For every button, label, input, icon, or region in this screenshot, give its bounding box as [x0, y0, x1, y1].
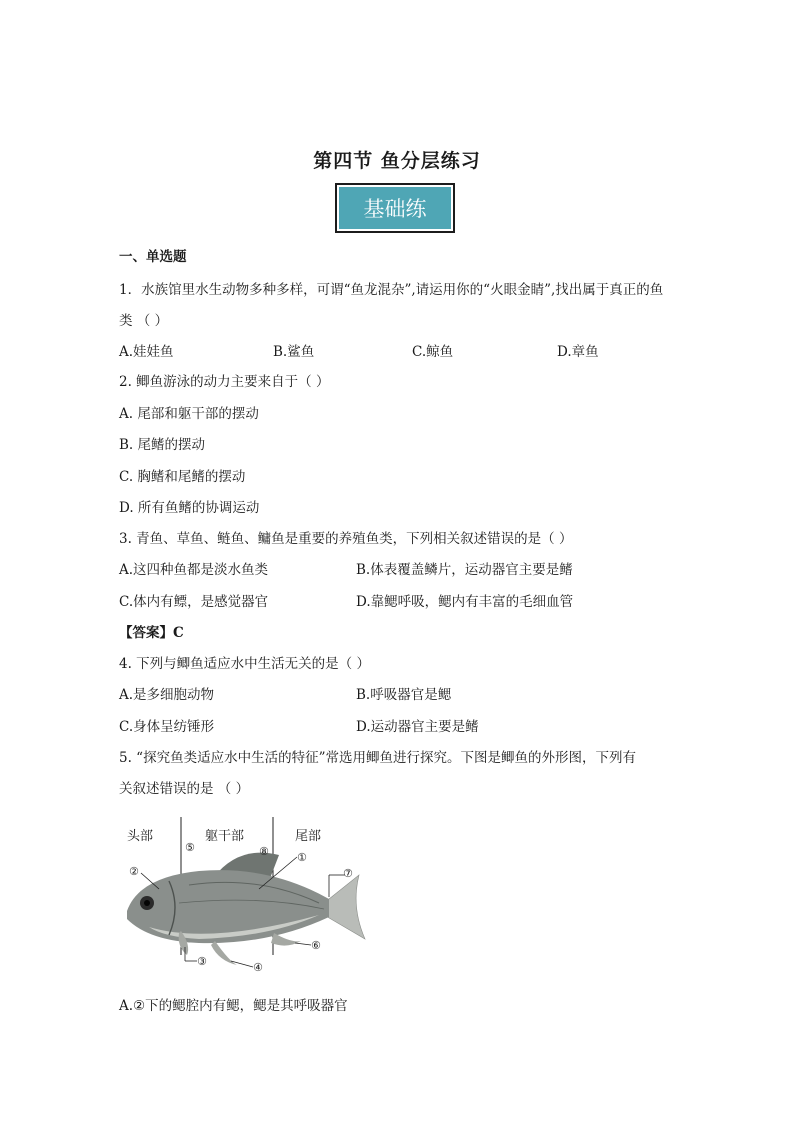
q3-option-d: D.靠鳃呼吸，鳃内有丰富的毛细血管: [356, 594, 574, 610]
q1-stem-line2: 类 （ ）: [119, 313, 169, 329]
q3-option-c: C.体内有鳔，是感觉器官: [119, 594, 269, 610]
label-tail: 尾部: [295, 829, 322, 844]
q3-option-b: B.体表覆盖鳞片，运动器官主要是鳍: [356, 562, 573, 578]
q5-stem-line1: 5. “探究鱼类适应水中生活的特征”常选用鲫鱼进行探究。下图是鲫鱼的外形图，下列有: [119, 750, 636, 766]
marker-8: ⑧: [259, 845, 269, 858]
q2-option-b: B. 尾鳍的摆动: [119, 437, 206, 453]
q5-option-a: A.②下的鳃腔内有鳃，鳃是其呼吸器官: [119, 998, 348, 1014]
section-badge: 基础练: [335, 183, 455, 233]
q2-option-c: C. 胸鳍和尾鳍的摆动: [119, 469, 246, 485]
label-head: 头部: [127, 829, 154, 844]
section-heading: 一、单选题: [119, 249, 187, 265]
marker-4: ④: [253, 961, 263, 974]
q4-option-b: B.呼吸器官是鳃: [356, 687, 452, 703]
q4-option-d: D.运动器官主要是鳍: [356, 719, 479, 735]
q4-option-c: C.身体呈纺锤形: [119, 719, 215, 735]
marker-3: ③: [197, 955, 207, 968]
q1-option-a: A.娃娃鱼: [119, 344, 174, 360]
q3-stem: 3. 青鱼、草鱼、鲢鱼、鳙鱼是重要的养殖鱼类，下列相关叙述错误的是（ ）: [119, 531, 573, 547]
q2-option-d: D. 所有鱼鳍的协调运动: [119, 500, 260, 516]
q4-option-a: A.是多细胞动物: [119, 687, 215, 703]
marker-6: ⑥: [311, 939, 321, 952]
label-trunk: 躯干部: [205, 829, 245, 844]
marker-2: ②: [129, 865, 139, 878]
carp-diagram: [119, 815, 369, 980]
marker-1: ①: [297, 851, 307, 864]
q1-option-b: B.鲨鱼: [273, 344, 315, 360]
q2-option-a: A. 尾部和躯干部的摆动: [119, 406, 259, 422]
q4-stem: 4. 下列与鲫鱼适应水中生活无关的是（ ）: [119, 656, 370, 672]
marker-7: ⑦: [343, 867, 353, 880]
q1-option-d: D.章鱼: [557, 344, 599, 360]
page-title: 第四节 鱼分层练习: [313, 150, 481, 172]
q1-stem-line1: 1．水族馆里水生动物多种多样，可谓“鱼龙混杂”,请运用你的“火眼金睛”,找出属于真正的鱼: [119, 282, 664, 298]
q2-stem: 2. 鲫鱼游泳的动力主要来自于（ ）: [119, 374, 330, 390]
fish-illustration: [127, 853, 365, 965]
q1-option-c: C.鲸鱼: [412, 344, 454, 360]
q3-answer: 【答案】C: [119, 625, 184, 641]
marker-5: ⑤: [185, 841, 195, 854]
q3-option-a: A.这四种鱼都是淡水鱼类: [119, 562, 269, 578]
q5-stem-line2: 关叙述错误的是 （ ）: [119, 781, 250, 797]
